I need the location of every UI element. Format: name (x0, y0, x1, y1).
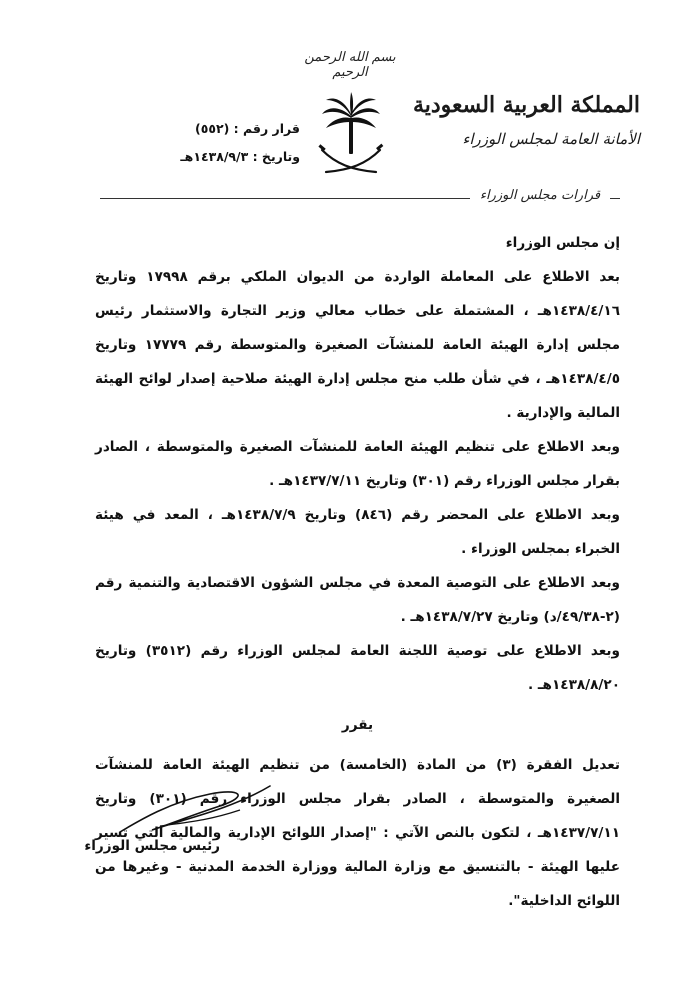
preamble-paragraph-4: وبعد الاطلاع على التوصية المعدة في مجلس الشؤون الاقتصادية والتنمية رقم (٢-٤٩/٣٨/د) وتاريخ ١٤٣٨/٧/٢٧هـ . (95, 575, 620, 625)
preamble-paragraph-1: بعد الاطلاع على المعاملة الواردة من الديوان الملكي برقم ١٧٩٩٨ وتاريخ ١٤٣٨/٤/١٦هـ ، المشتملة على خطاب معالي وزير التجارة والاستثمار رئيس مجلس إدارة الهيئة العامة للمنشآت الصغيرة والمتوسطة رقم ١٧٧٧٩ وتاريخ ١٤٣٨/٤/٥هـ ، في شأن طلب منح مجلس إدارة الهيئة صلاحية إصدار لوائح الهيئة المالية والإدارية . (95, 269, 620, 421)
header-divider (100, 198, 470, 199)
decides-heading: يقرر (341, 717, 374, 733)
decision-text: تعديل الفقرة (٣) من المادة (الخامسة) من تنظيم الهيئة العامة للمنشآت الصغيرة والمتوسطة ، الصادر بقرار مجلس الوزراء رقم (٣٠١) وتاريخ ١٤٣٧/٧/١١هـ ، لتكون بالنص الآتي : "إصدار اللوائح الإدارية والمالية التي تسير عليها الهيئة - بالتنسيق مع وزارة المالية ووزارة الخدمة المدنية - وغيرها من اللوائح الداخلية". (95, 757, 620, 909)
decision-number: قرار رقم : (٥٥٢) (194, 121, 300, 136)
decision-date: وتاريخ : ١٤٣٨/٩/٣هـ (180, 149, 300, 164)
preamble-paragraph-2: وبعد الاطلاع على تنظيم الهيئة العامة للمنشآت الصغيرة والمتوسطة ، الصادر بقرار مجلس الوزراء رقم (٣٠١) وتاريخ ١٤٣٧/٧/١١هـ . (95, 439, 620, 489)
secretariat-name: الأمانة العامة لمجلس الوزراء (462, 130, 640, 148)
signer-title: رئيس مجلس الوزراء (84, 838, 220, 854)
opening-line: إن مجلس الوزراء (505, 235, 620, 251)
kingdom-name: المملكة العربية السعودية (412, 92, 640, 118)
header-divider-end (610, 198, 620, 199)
preamble-paragraph-3: وبعد الاطلاع على المحضر رقم (٨٤٦) وتاريخ ١٤٣٨/٧/٩هـ ، المعد في هيئة الخبراء بمجلس الوزراء . (95, 507, 620, 557)
section-label: قرارات مجلس الوزراء (479, 188, 601, 203)
saudi-emblem-palm-swords-icon (318, 92, 384, 178)
basmala: بسم الله الرحمن الرحيم (304, 50, 396, 80)
preamble-paragraph-5: وبعد الاطلاع على توصية اللجنة العامة لمجلس الوزراء رقم (٣٥١٢) وتاريخ ١٤٣٨/٨/٢٠هـ . (95, 643, 620, 693)
signature-icon (100, 780, 280, 840)
